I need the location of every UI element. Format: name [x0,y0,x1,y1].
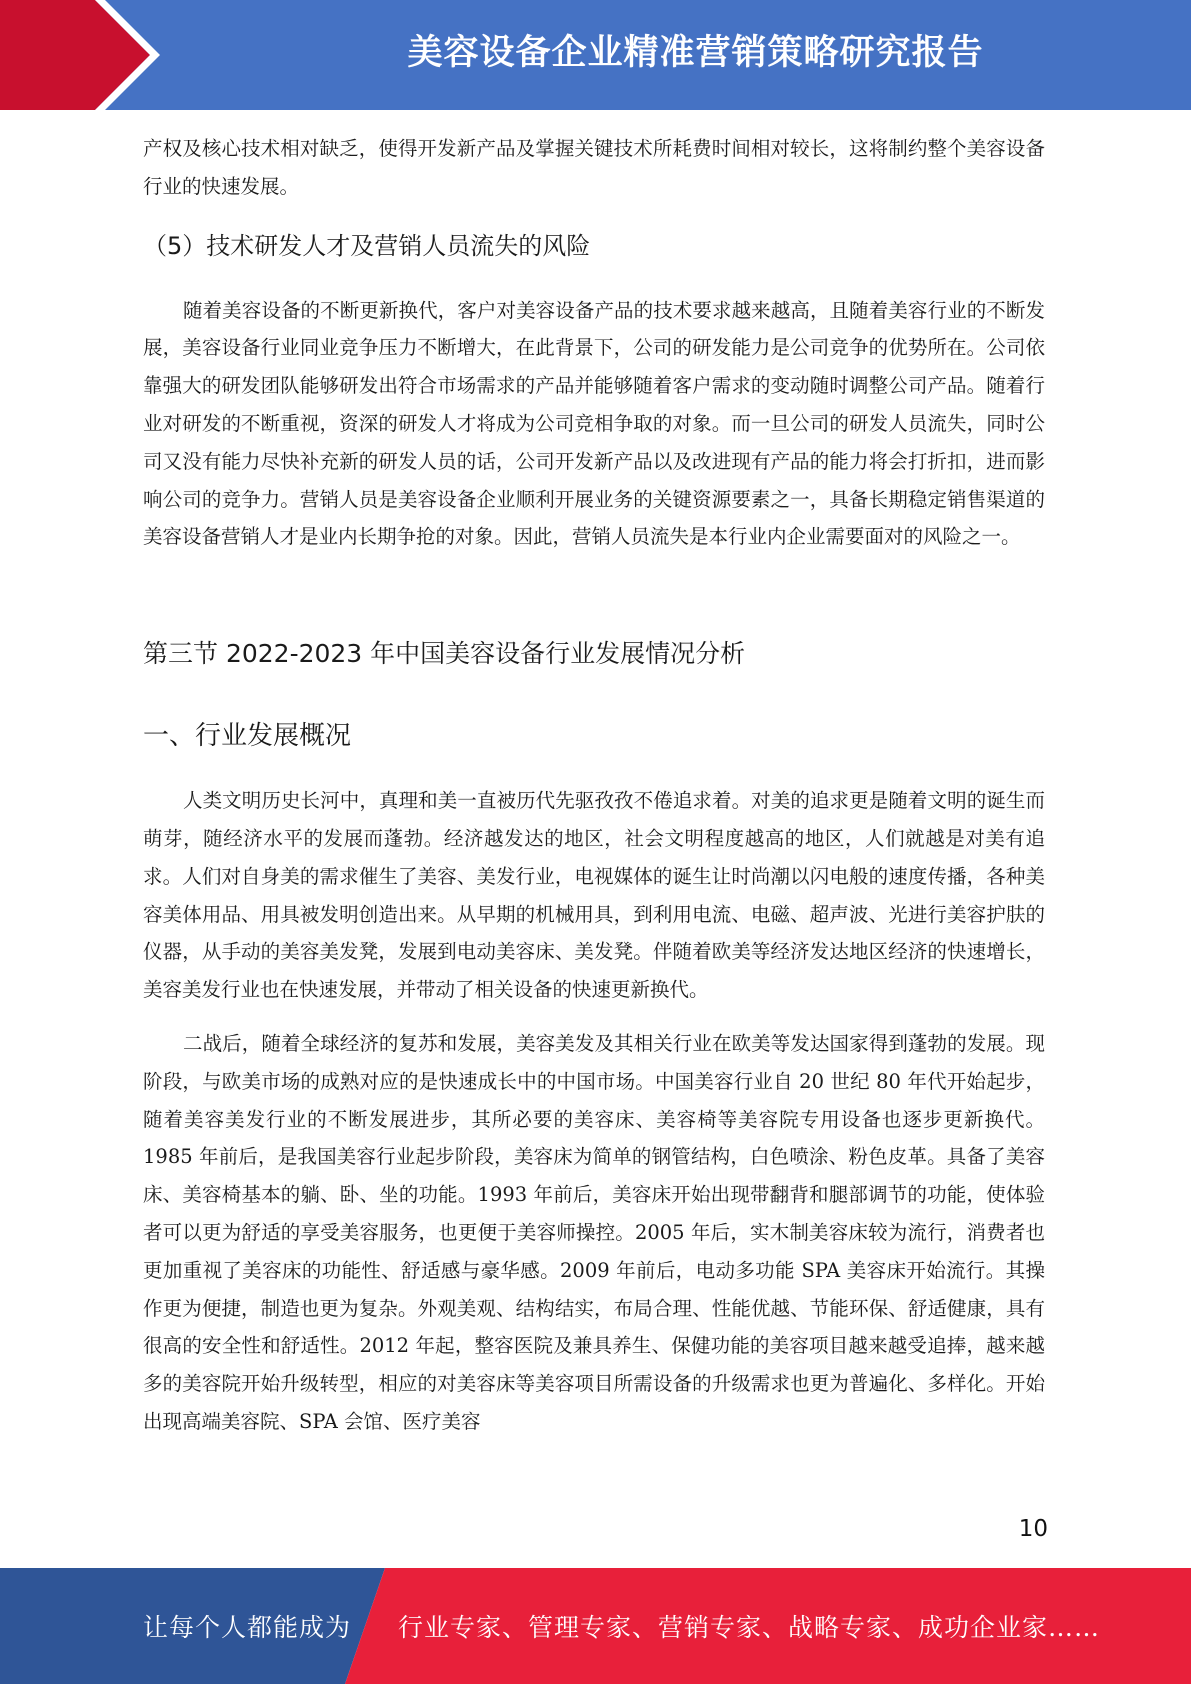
footer-slogan-left: 让每个人都能成为 [143,1613,352,1642]
overview-paragraph-2: 二战后，随着全球经济的复苏和发展，美容美发及其相关行业在欧美等发达国家得到蓬勃的发展。现阶段，与欧美市场的成熟对应的是快速成长中的中国市场。中国美容行业自 20 世纪 80 年代开始起步，随着美容美发行业的不断发展进步，其所必要的美容床、美容椅等美容院专用设备也逐步更新换代。1985 年前后，是我国美容行业起步阶段，美容床为简单的钢管结构，白色喷涂、粉色皮革。具备了美容床、美容椅基本的躺、卧、坐的功能。1993 年前后，美容床开始出现带翻背和腿部调节的功能，使体验者可以更为舒适的享受美容服务，也更便于美容师操控。2005 年后，实木制美容床较为流行，消费者也更加重视了美容床的功能性、舒适感与豪华感。2009 年前后，电动多功能 SPA 美容床开始流行。其操作更为便捷，制造也更为复杂。外观美观、结构结实，布局合理、性能优越、节能环保、舒适健康，具有很高的安全性和舒适性。2012 年起，整容医院及兼具养生、保健功能的美容项目越来越受追捧，越来越多的美容院开始升级转型，相应的对美容床等美容项目所需设备的升级需求也更为普遍化、多样化。开始出现高端美容院、SPA 会馆、医疗美容 [143,1031,1045,1433]
intro-paragraph: 产权及核心技术相对缺乏，使得开发新产品及掌握关键技术所耗费时间相对较长，这将制约整个美容设备行业的快速发展。 [143,137,1045,198]
page-content [143,130,1045,1441]
footer-slogan-right: 行业专家、管理专家、营销专家、战略专家、成功企业家…… [398,1613,1101,1642]
page-number: 10 [1018,1516,1048,1542]
footer-band [0,1568,1191,1684]
chapter-heading: 一、行业发展概况 [143,721,352,752]
report-header-band [0,0,1191,110]
report-title: 美容设备企业精准营销策略研究报告 [407,33,984,73]
risk-paragraph: 随着美容设备的不断更新换代，客户对美容设备产品的技术要求越来越高，且随着美容行业的不断发展，美容设备行业同业竞争压力不断增大，在此背景下，公司的研发能力是公司竞争的优势所在。公司依靠强大的研发团队能够研发出符合市场需求的产品并能够随着客户需求的变动随时调整公司产品。随着行业对研发的不断重视，资深的研发人才将成为公司竞相争取的对象。而一旦公司的研发人员流失，同时公司又没有能力尽快补充新的研发人员的话，公司开发新产品以及改进现有产品的能力将会打折扣，进而影响公司的竞争力。营销人员是美容设备企业顺利开展业务的关键资源要素之一，具备长期稳定销售渠道的美容设备营销人才是业内长期争抢的对象。因此，营销人员流失是本行业内企业需要面对的风险之一。 [143,298,1045,549]
paragraph-gap [143,1009,1045,1025]
red-arrow-shape [0,0,150,110]
section-heading: 第三节 2022-2023 年中国美容设备行业发展情况分析 [143,639,746,669]
overview-paragraph-1: 人类文明历史长河中，真理和美一直被历代先驱孜孜不倦追求着。对美的追求更是随着文明的诞生而萌芽，随经济水平的发展而蓬勃。经济越发达的地区，社会文明程度越高的地区，人们就越是对美有追求。人们对自身美的需求催生了美容、美发行业，电视媒体的诞生让时尚潮以闪电般的速度传播，各种美容美体用品、用具被发明创造出来。从早期的机械用具，到利用电流、电磁、超声波、光进行美容护肤的仪器，从手动的美容美发凳，发展到电动美容床、美发凳。伴随着欧美等经济发达地区经济的快速增长，美容美发行业也在快速发展，并带动了相关设备的快速更新换代。 [143,789,1045,1002]
risk-heading: （5）技术研发人才及营销人员流失的风险 [143,231,591,260]
